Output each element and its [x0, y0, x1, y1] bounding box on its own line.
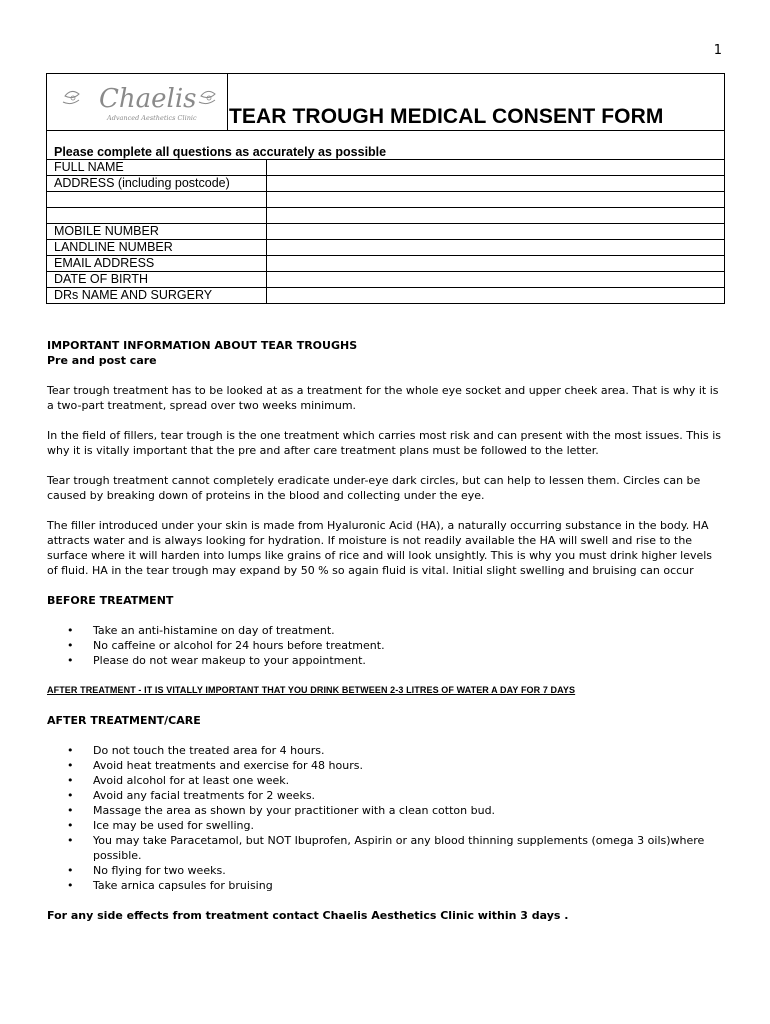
info-paragraph: In the field of fillers, tear trough is the one treatment which carries most risk and can present with the most issues. This is why it is vitally important that the pre and after care treatment plans must be followed to the letter.: [47, 429, 721, 457]
form-row: [47, 160, 724, 176]
list-item: • Massage the area as shown by your practitioner with a clean cotton bud.: [47, 803, 723, 818]
list-item: • Please do not wear makeup to your appointment.: [47, 653, 723, 668]
form-instruction: Please complete all questions as accurately as possible: [47, 131, 724, 160]
form-row: [47, 240, 724, 256]
field-input-address-3[interactable]: [267, 208, 724, 223]
after-treatment-list: [47, 743, 723, 893]
list-item: • No flying for two weeks.: [47, 863, 723, 878]
list-item: • Ice may be used for swelling.: [47, 818, 723, 833]
field-label-address: ADDRESS (including postcode): [47, 176, 267, 191]
field-input-address[interactable]: [267, 176, 724, 191]
field-input-email[interactable]: [267, 256, 724, 271]
list-item: • Avoid any facial treatments for 2 weeks.: [47, 788, 723, 803]
list-item: • Take arnica capsules for bruising: [47, 878, 723, 893]
hydration-warning: AFTER TREATMENT - IT IS VITALLY IMPORTANT THAT YOU DRINK BETWEEN 2-3 LITRES OF WATER A DAY FOR 7 DAYS: [47, 685, 576, 695]
field-input-address-2[interactable]: [267, 192, 724, 207]
after-treatment-heading: AFTER TREATMENT/CARE: [47, 714, 201, 727]
clinic-logo: [51, 74, 228, 130]
field-input-dob[interactable]: [267, 272, 724, 287]
field-label-dob: DATE OF BIRTH: [47, 272, 267, 287]
page-number: 1: [713, 43, 722, 58]
list-item: • No caffeine or alcohol for 24 hours before treatment.: [47, 638, 723, 653]
information-section: [47, 338, 723, 923]
list-item: • You may take Paracetamol, but NOT Ibuprofen, Aspirin or any blood thinning supplements (omega 3 oils)where possible.: [47, 833, 723, 863]
before-treatment-list: [47, 623, 723, 668]
info-heading: IMPORTANT INFORMATION ABOUT TEAR TROUGHS: [47, 339, 358, 352]
consent-form-table: [46, 73, 725, 304]
field-label-email: EMAIL ADDRESS: [47, 256, 267, 271]
field-label-mobile: MOBILE NUMBER: [47, 224, 267, 239]
field-input-landline[interactable]: [267, 240, 724, 255]
form-row: [47, 256, 724, 272]
field-input-mobile[interactable]: [267, 224, 724, 239]
field-input-full-name[interactable]: [267, 160, 724, 175]
svg-text:Advanced Aesthetics Clinic: Advanced Aesthetics Clinic: [107, 114, 197, 122]
form-row: [47, 288, 724, 303]
before-treatment-heading: BEFORE TREATMENT: [47, 594, 174, 607]
form-row: [47, 272, 724, 288]
list-item: • Avoid heat treatments and exercise for 48 hours.: [47, 758, 723, 773]
field-label-full-name: FULL NAME: [47, 160, 267, 175]
form-row: [47, 192, 724, 208]
list-item: • Take an anti-histamine on day of treatment.: [47, 623, 723, 638]
list-item: • Do not touch the treated area for 4 hours.: [47, 743, 723, 758]
form-row: [47, 176, 724, 192]
info-subheading: Pre and post care: [47, 354, 157, 367]
svg-text:Chaelis: Chaelis: [99, 84, 197, 114]
field-label-landline: LANDLINE NUMBER: [47, 240, 267, 255]
field-label-address-3: [47, 208, 267, 223]
field-label-address-2: [47, 192, 267, 207]
info-paragraph: Tear trough treatment has to be looked at as a treatment for the whole eye socket and upper cheek area. That is why it is a two-part treatment, spread over two weeks minimum.: [47, 384, 719, 412]
field-label-doctor: DRs NAME AND SURGERY: [47, 288, 267, 303]
form-row: [47, 208, 724, 224]
form-title: TEAR TROUGH MEDICAL CONSENT FORM: [229, 105, 664, 128]
form-header: [47, 74, 724, 131]
list-item: • Avoid alcohol for at least one week.: [47, 773, 723, 788]
form-row: [47, 224, 724, 240]
field-input-doctor[interactable]: [267, 288, 724, 303]
footer-note: For any side effects from treatment contact Chaelis Aesthetics Clinic within 3 days .: [47, 909, 569, 922]
info-paragraph: The filler introduced under your skin is made from Hyaluronic Acid (HA), a naturally occurring substance in the body. HA attracts water and is always looking for hydration. If moisture is not readily available the HA will swell and rise to the surface where it will harden into lumps like grains of rice and will look unsightly. This is why you must drink higher levels of fluid. HA in the tear trough may expand by 50 % so again fluid is vital. Initial slight swelling and bruising can occur: [47, 519, 713, 577]
info-paragraph: Tear trough treatment cannot completely eradicate under-eye dark circles, but can help to lessen them. Circles can be caused by breaking down of proteins in the blood and collecting under the eye.: [47, 474, 701, 502]
logo-graphic: [51, 74, 227, 130]
